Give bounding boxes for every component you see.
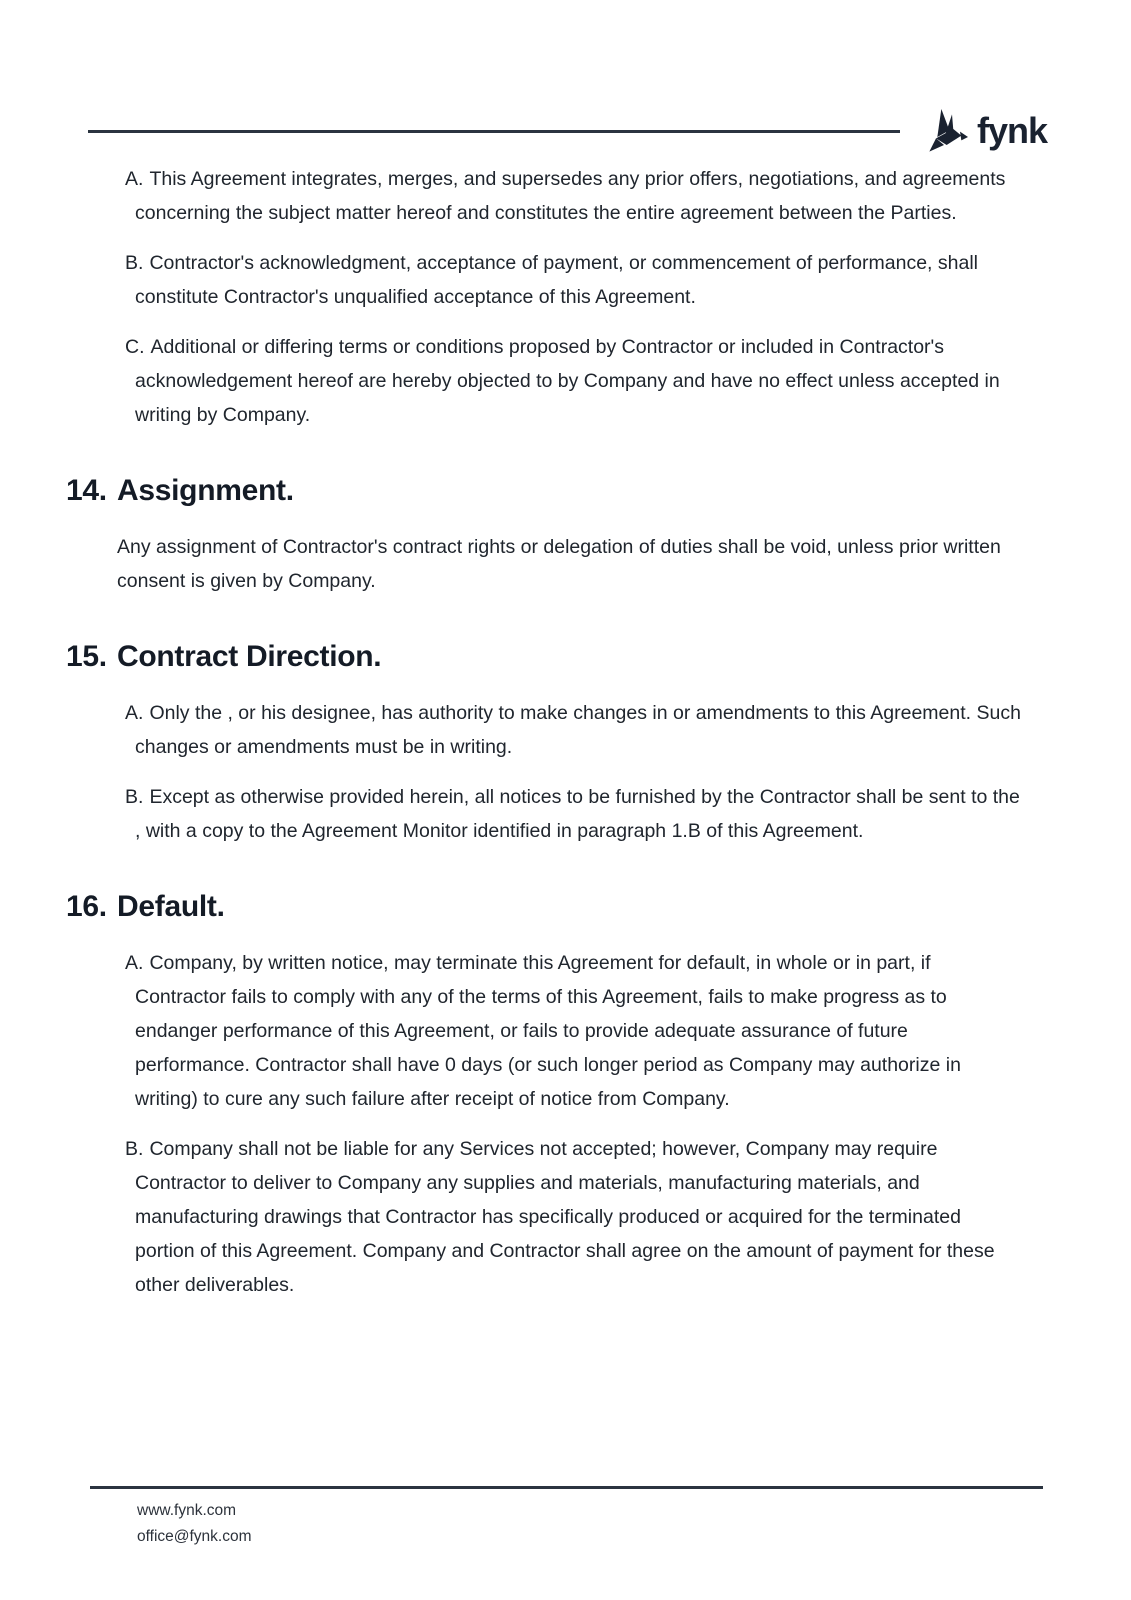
- list-item-label: B.: [125, 252, 144, 274]
- section-heading-16: [66, 886, 1023, 928]
- footer-contact: [137, 1498, 1131, 1550]
- list-item-b: [117, 246, 1023, 314]
- list-item-c: [117, 330, 1023, 432]
- section-16-list: [117, 946, 1023, 1302]
- list-item-label: A.: [125, 702, 144, 724]
- section-number: 14.: [66, 474, 107, 507]
- page-header: [88, 100, 1047, 162]
- footer-rule: [90, 1486, 1043, 1489]
- list-item-label: A.: [125, 168, 144, 190]
- section-number: 16.: [66, 890, 107, 923]
- footer-website: www.fynk.com: [137, 1502, 237, 1519]
- list-item-text: Only the , or his designee, has authority to make changes in or amendments to this Agreement. Such changes or amendments must be in writing.: [135, 702, 1021, 758]
- list-item-text: Company, by written notice, may terminate this Agreement for default, in whole or in part, if Contractor fails to comply with any of the terms of this Agreement, fails to make progress as to endanger performance of this Agreement, or fails to provide adequate assurance of future performance. Contractor shall have 0 days (or such longer period as Company may authorize in writing) to cure any such failure after receipt of notice from Company.: [135, 952, 961, 1110]
- intro-list: [117, 162, 1023, 432]
- logo-wordmark: fynk: [976, 110, 1047, 151]
- list-item-label: A.: [125, 952, 144, 974]
- list-item-15a: [117, 696, 1023, 764]
- list-item-label: B.: [125, 786, 144, 808]
- list-item-16a: [117, 946, 1023, 1116]
- section-heading-14: [66, 470, 1023, 512]
- section-title: Assignment.: [117, 474, 294, 507]
- document-body: [66, 162, 1023, 1318]
- origami-bird-icon: [928, 106, 968, 156]
- list-item-label: C.: [125, 336, 145, 358]
- list-item-a: [117, 162, 1023, 230]
- header-rule: [88, 130, 900, 133]
- list-item-15b: [117, 780, 1023, 848]
- section-15-list: [117, 696, 1023, 848]
- page-footer: [0, 1486, 1131, 1550]
- section-title: Contract Direction.: [117, 640, 382, 673]
- list-item-text: This Agreement integrates, merges, and supersedes any prior offers, negotiations, and agreements concerning the subject matter hereof and constitutes the entire agreement between the Parties.: [135, 168, 1006, 224]
- list-item-text: Except as otherwise provided herein, all notices to be furnished by the Contractor shall be sent to the , with a copy to the Agreement Monitor identified in paragraph 1.B of this Agreement.: [135, 786, 1020, 842]
- list-item-text: Additional or differing terms or conditions proposed by Contractor or included in Contractor's acknowledgement hereof are hereby objected to by Company and have no effect unless accepted in writing by Company.: [135, 336, 1000, 426]
- section-title: Default.: [117, 890, 225, 923]
- list-item-text: Contractor's acknowledgment, acceptance of payment, or commencement of performance, shall constitute Contractor's unqualified acceptance of this Agreement.: [135, 252, 978, 308]
- section-heading-15: [66, 636, 1023, 678]
- section-number: 15.: [66, 640, 107, 673]
- list-item-16b: [117, 1132, 1023, 1302]
- footer-email: office@fynk.com: [137, 1528, 252, 1545]
- fynk-logo: [928, 106, 1047, 156]
- section-14-paragraph: Any assignment of Contractor's contract rights or delegation of duties shall be void, unless prior written consent is given by Company.: [117, 536, 1001, 592]
- list-item-text: Company shall not be liable for any Services not accepted; however, Company may require Contractor to deliver to Company any supplies and materials, manufacturing materials, and manufacturing drawings that Contractor has specifically produced or acquired for the terminated portion of this Agreement. Company and Contractor shall agree on the amount of payment for these other deliverables.: [135, 1138, 995, 1296]
- list-item-label: B.: [125, 1138, 144, 1160]
